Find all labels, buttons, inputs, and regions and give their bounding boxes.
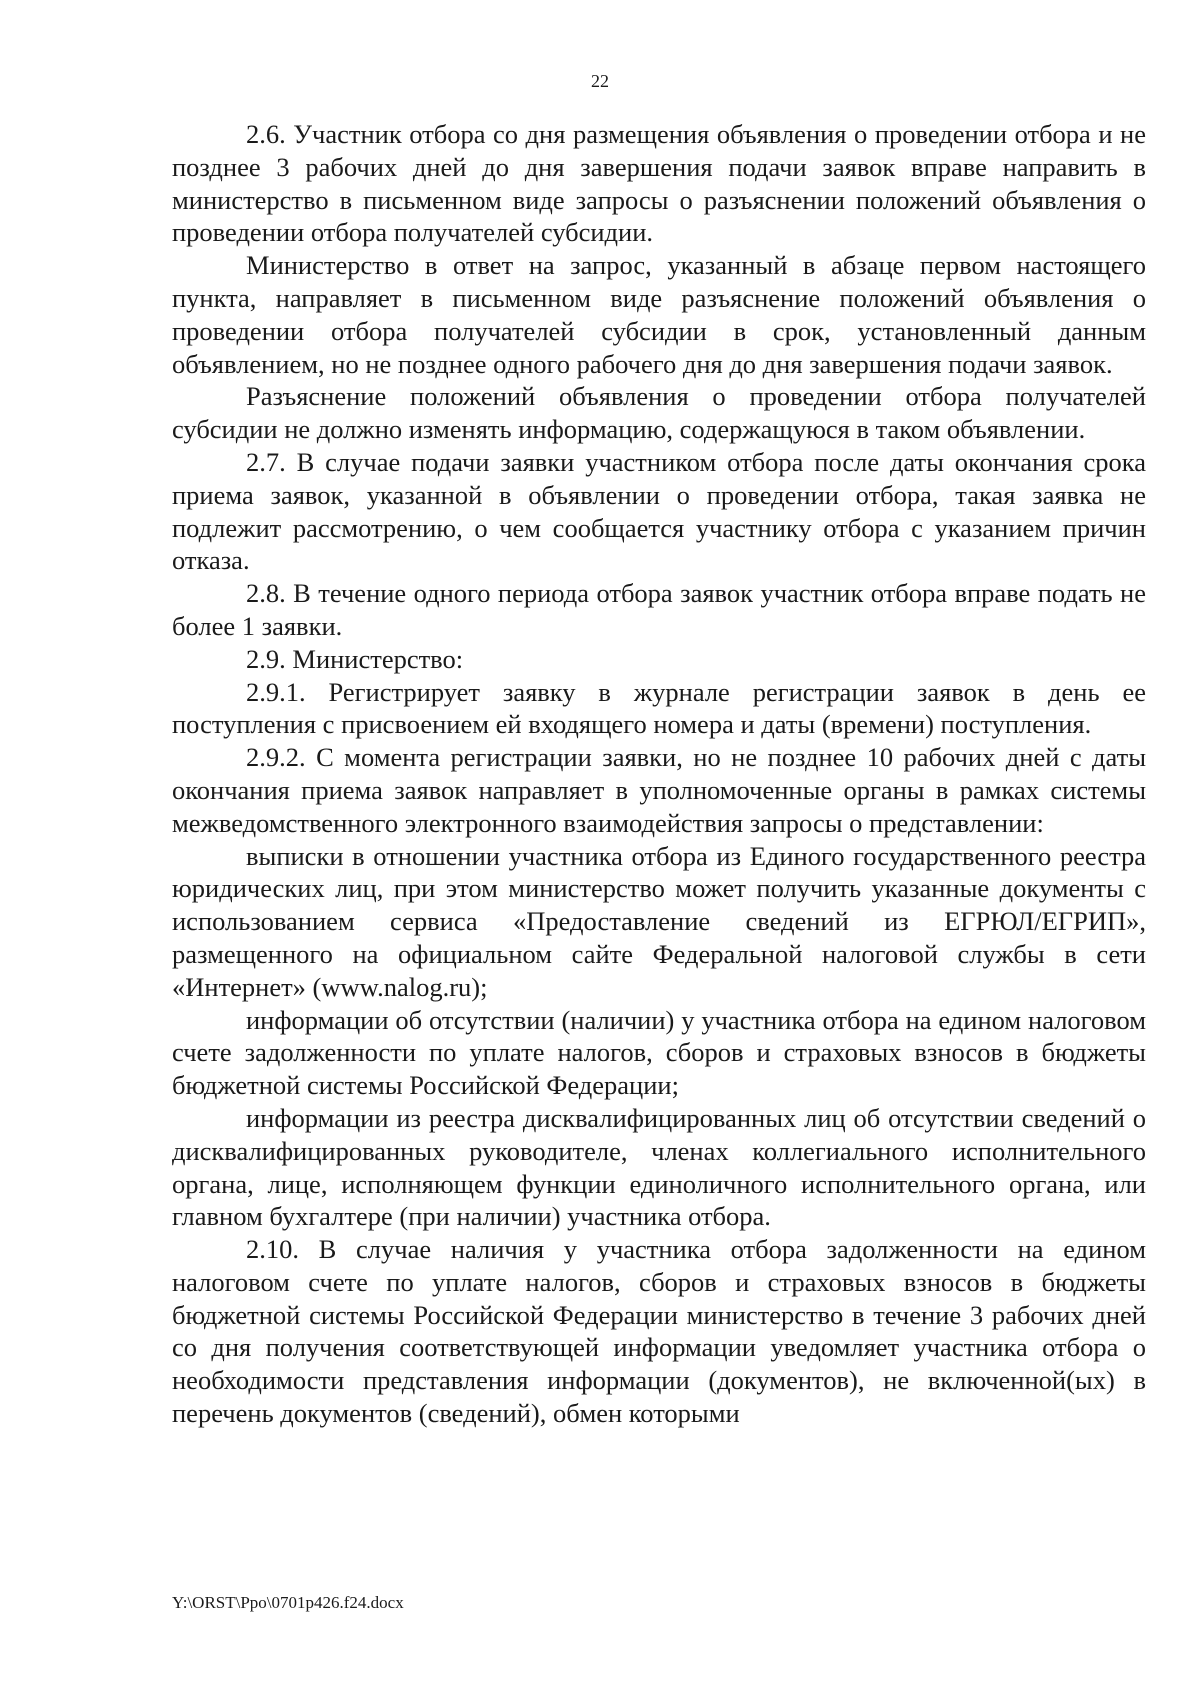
paragraph-tax-debt-info: информации об отсутствии (наличии) у участника отбора на едином налоговом счете задолженности по уплате налогов, сборов и страховых взносов в бюджеты бюджетной системы Российской Федерации;: [172, 1004, 1146, 1101]
paragraph-2-9-2: 2.9.2. С момента регистрации заявки, но не позднее 10 рабочих дней с даты окончания приема заявок направляет в уполномоченные органы в рамках системы межведомственного электронного взаимодействия запросы о представлении:: [172, 742, 1146, 838]
paragraph-2-9-1: 2.9.1. Регистрирует заявку в журнале регистрации заявок в день ее поступления с присвоением ей входящего номера и даты (времени) поступления.: [172, 676, 1146, 740]
paragraph-egrul-extract: выписки в отношении участника отбора из Единого государственного реестра юридических лиц, при этом министерство может получить указанные документы с использованием сервиса «Предоставление сведений из ЕГРЮЛ/ЕГРИП», размещенного на официальном сайте Федеральной налоговой службы в сети «Интернет» (www.nalog.ru);: [172, 840, 1146, 1002]
paragraph-2-8: 2.8. В течение одного периода отбора заявок участник отбора вправе подать не более 1 заявки.: [172, 578, 1146, 641]
paragraph-clarification: Разъяснение положений объявления о проведении отбора получателей субсидии не должно изменять информацию, содержащуюся в таком объявлении.: [172, 381, 1146, 445]
document-body: [172, 118, 1146, 1430]
page-number: 22: [591, 71, 609, 91]
paragraph-disqualified-registry: информации из реестра дисквалифицированных лиц об отсутствии сведений о дисквалифицированных руководителе, членах коллегиального исполнительного органа, лице, исполняющем функции единоличного исполнительного органа, или главном бухгалтере (при наличии) участника отбора.: [172, 1102, 1146, 1232]
paragraph-ministry-response: Министерство в ответ на запрос, указанный в абзаце первом настоящего пункта, направляет в письменном виде разъяснение положений объявления о проведении отбора получателей субсидии в срок, установленный данным объявлением, но не позднее одного рабочего дня до дня завершения подачи заявок.: [172, 250, 1146, 379]
paragraph-2-7: 2.7. В случае подачи заявки участником отбора после даты окончания срока приема заявок, указанной в объявлении о проведении отбора, такая заявка не подлежит рассмотрению, о чем сообщается участнику отбора с указанием причин отказа.: [172, 446, 1146, 576]
footer-file-path: Y:\ORST\Ppo\0701p426.f24.docx: [172, 1593, 404, 1612]
paragraph-2-9: 2.9. Министерство:: [246, 643, 464, 674]
paragraph-2-6: 2.6. Участник отбора со дня размещения объявления о проведении отбора и не позднее 3 рабочих дней до дня завершения подачи заявок вправе направить в министерство в письменном виде запросы о разъяснении положений объявления о проведении отбора получателей субсидии.: [172, 119, 1146, 248]
paragraph-2-10: 2.10. В случае наличия у участника отбора задолженности на едином налоговом счете по уплате налогов, сборов и страховых взносов в бюджеты бюджетной системы Российской Федерации министерство в течение 3 рабочих дней со дня получения соответствующей информации уведомляет участника отбора о необходимости представления информации (документов), не включенной(ых) в перечень документов (сведений), обмен которыми: [172, 1234, 1146, 1429]
